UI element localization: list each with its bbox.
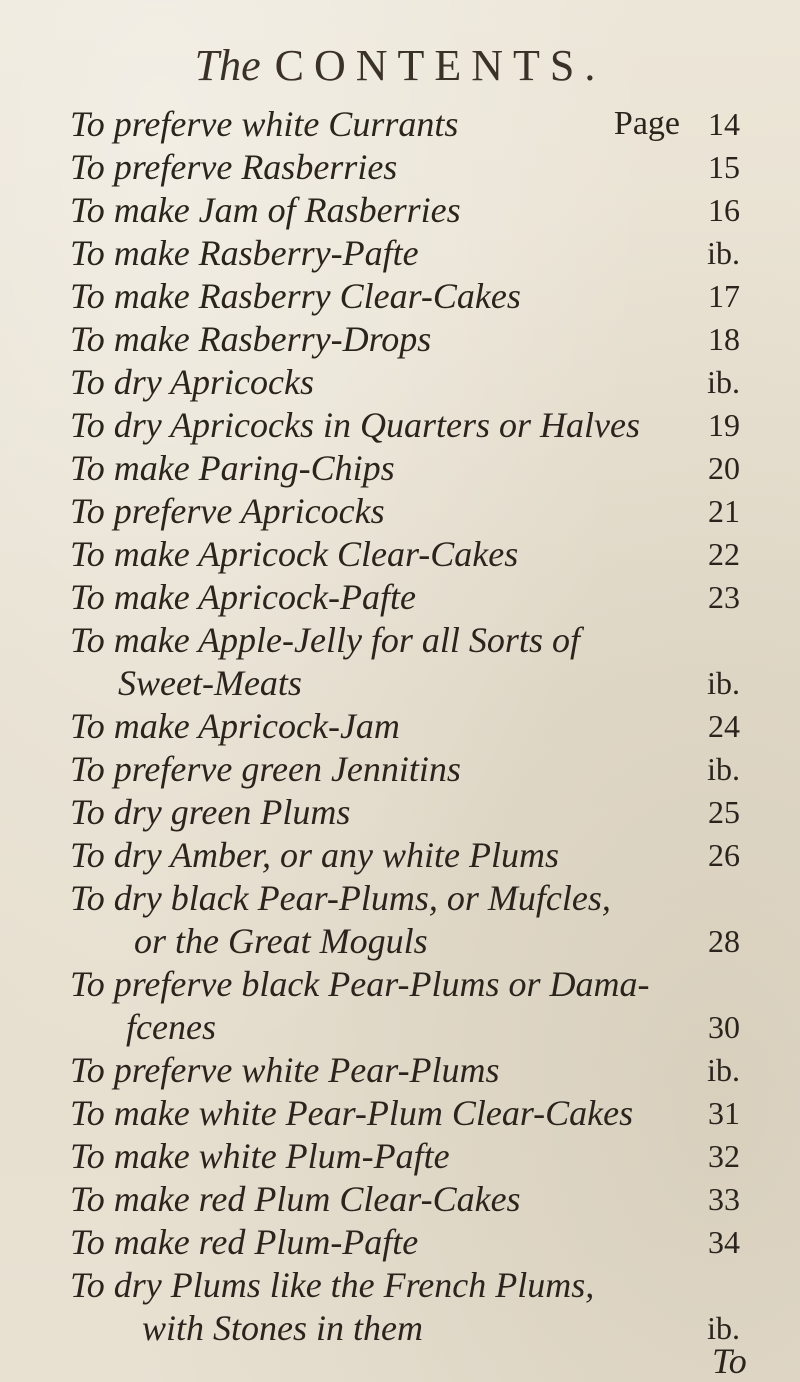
contents-entry [70,318,740,360]
entry-title: To preferve white Pear-Plums [70,1050,500,1090]
contents-entry [70,619,740,661]
entry-page: 21 [708,493,740,529]
entry-page: 26 [708,837,740,873]
entry-title: To make Apricock-Pafte [70,577,416,617]
entry-page: 32 [708,1138,740,1174]
entry-page: ib. [707,751,740,787]
entry-page: ib. [707,364,740,400]
entry-page: 30 [708,1009,740,1045]
entry-title: To preferve Apricocks [70,491,385,531]
contents-entry [70,576,740,618]
entry-page: 31 [708,1095,740,1131]
catchword: To [712,1341,747,1381]
entry-page: 28 [708,923,740,959]
contents-entry [70,791,740,833]
entry-title: To dry Apricocks in Quarters or Halves [70,405,640,445]
contents-heading [0,40,800,91]
entry-page: 18 [708,321,740,357]
contents-entry [70,232,740,274]
entry-title: To preferve Rasberries [70,147,398,187]
entry-title: To preferve black Pear-Plums or Dama- [70,964,650,1004]
contents-entry [70,533,740,575]
entry-title-continuation: fcenes [126,1007,216,1047]
entry-page: ib. [707,235,740,271]
entry-title: To dry green Plums [70,792,351,832]
entry-title-continuation: with Stones in them [142,1308,423,1348]
heading-title: CONTENTS. [274,41,606,90]
contents-entry [70,877,740,919]
entry-title: To make red Plum Clear-Cakes [70,1179,521,1219]
entry-page: 14 [708,106,740,142]
entry-page: 23 [708,579,740,615]
entry-title: To make red Plum-Pafte [70,1222,419,1262]
entry-title: To make Paring-Chips [70,448,395,488]
contents-entry-continuation [70,920,740,962]
entry-title: To make Rasberry Clear-Cakes [70,276,521,316]
heading-the: The [194,41,261,90]
entry-title: To dry Amber, or any white Plums [70,835,560,875]
contents-entry [70,103,740,145]
entry-title: To dry Plums like the French Plums, [70,1265,595,1305]
contents-entry [70,490,740,532]
entry-title: To make white Plum-Pafte [70,1136,450,1176]
contents-entry [70,1264,740,1306]
entry-title: To make Apricock-Jam [70,706,400,746]
entry-page: 20 [708,450,740,486]
entry-page: 19 [708,407,740,443]
entry-page: 15 [708,149,740,185]
entry-title: To make Apple-Jelly for all Sorts of [70,620,580,660]
entry-page: 16 [708,192,740,228]
contents-entry [70,834,740,876]
entry-page: 34 [708,1224,740,1260]
contents-entry [70,404,740,446]
contents-entry [70,189,740,231]
contents-entry [70,705,740,747]
contents-entry [70,1221,740,1263]
contents-entry [70,963,740,1005]
page-column-label: Page [613,105,680,142]
entry-title: To make Rasberry-Drops [70,319,432,359]
entry-page: 22 [708,536,740,572]
contents-entry [70,1135,740,1177]
contents-entry [70,275,740,317]
contents-entry [70,1178,740,1220]
entry-title: To make Apricock Clear-Cakes [70,534,519,574]
entry-title: To dry black Pear-Plums, or Mufcles, [70,878,611,918]
contents-entry [70,1092,740,1134]
entry-title: To make white Pear-Plum Clear-Cakes [70,1093,634,1133]
contents-entry [70,361,740,403]
entry-title-continuation: Sweet-Meats [118,663,302,703]
entry-page: 33 [708,1181,740,1217]
entry-title: To dry Apricocks [70,362,315,402]
contents-entry [70,447,740,489]
contents-entry-continuation [70,1307,740,1349]
entry-page: ib. [707,1310,740,1346]
entry-page: 25 [708,794,740,830]
entry-page: ib. [707,665,740,701]
contents-entry [70,748,740,790]
contents-entry-continuation [70,662,740,704]
entry-title: To preferve white Currants [70,104,459,144]
contents-entry [70,146,740,188]
contents-entry [70,1049,740,1091]
entry-title: To preferve green Jennitins [70,749,461,789]
entry-title: To make Rasberry-Pafte [70,233,419,273]
contents-entry-continuation [70,1006,740,1048]
entry-title: To make Jam of Rasberries [70,190,461,230]
entry-page: 24 [708,708,740,744]
entry-page: 17 [708,278,740,314]
entry-title-continuation: or the Great Moguls [134,921,428,961]
entry-page: ib. [707,1052,740,1088]
